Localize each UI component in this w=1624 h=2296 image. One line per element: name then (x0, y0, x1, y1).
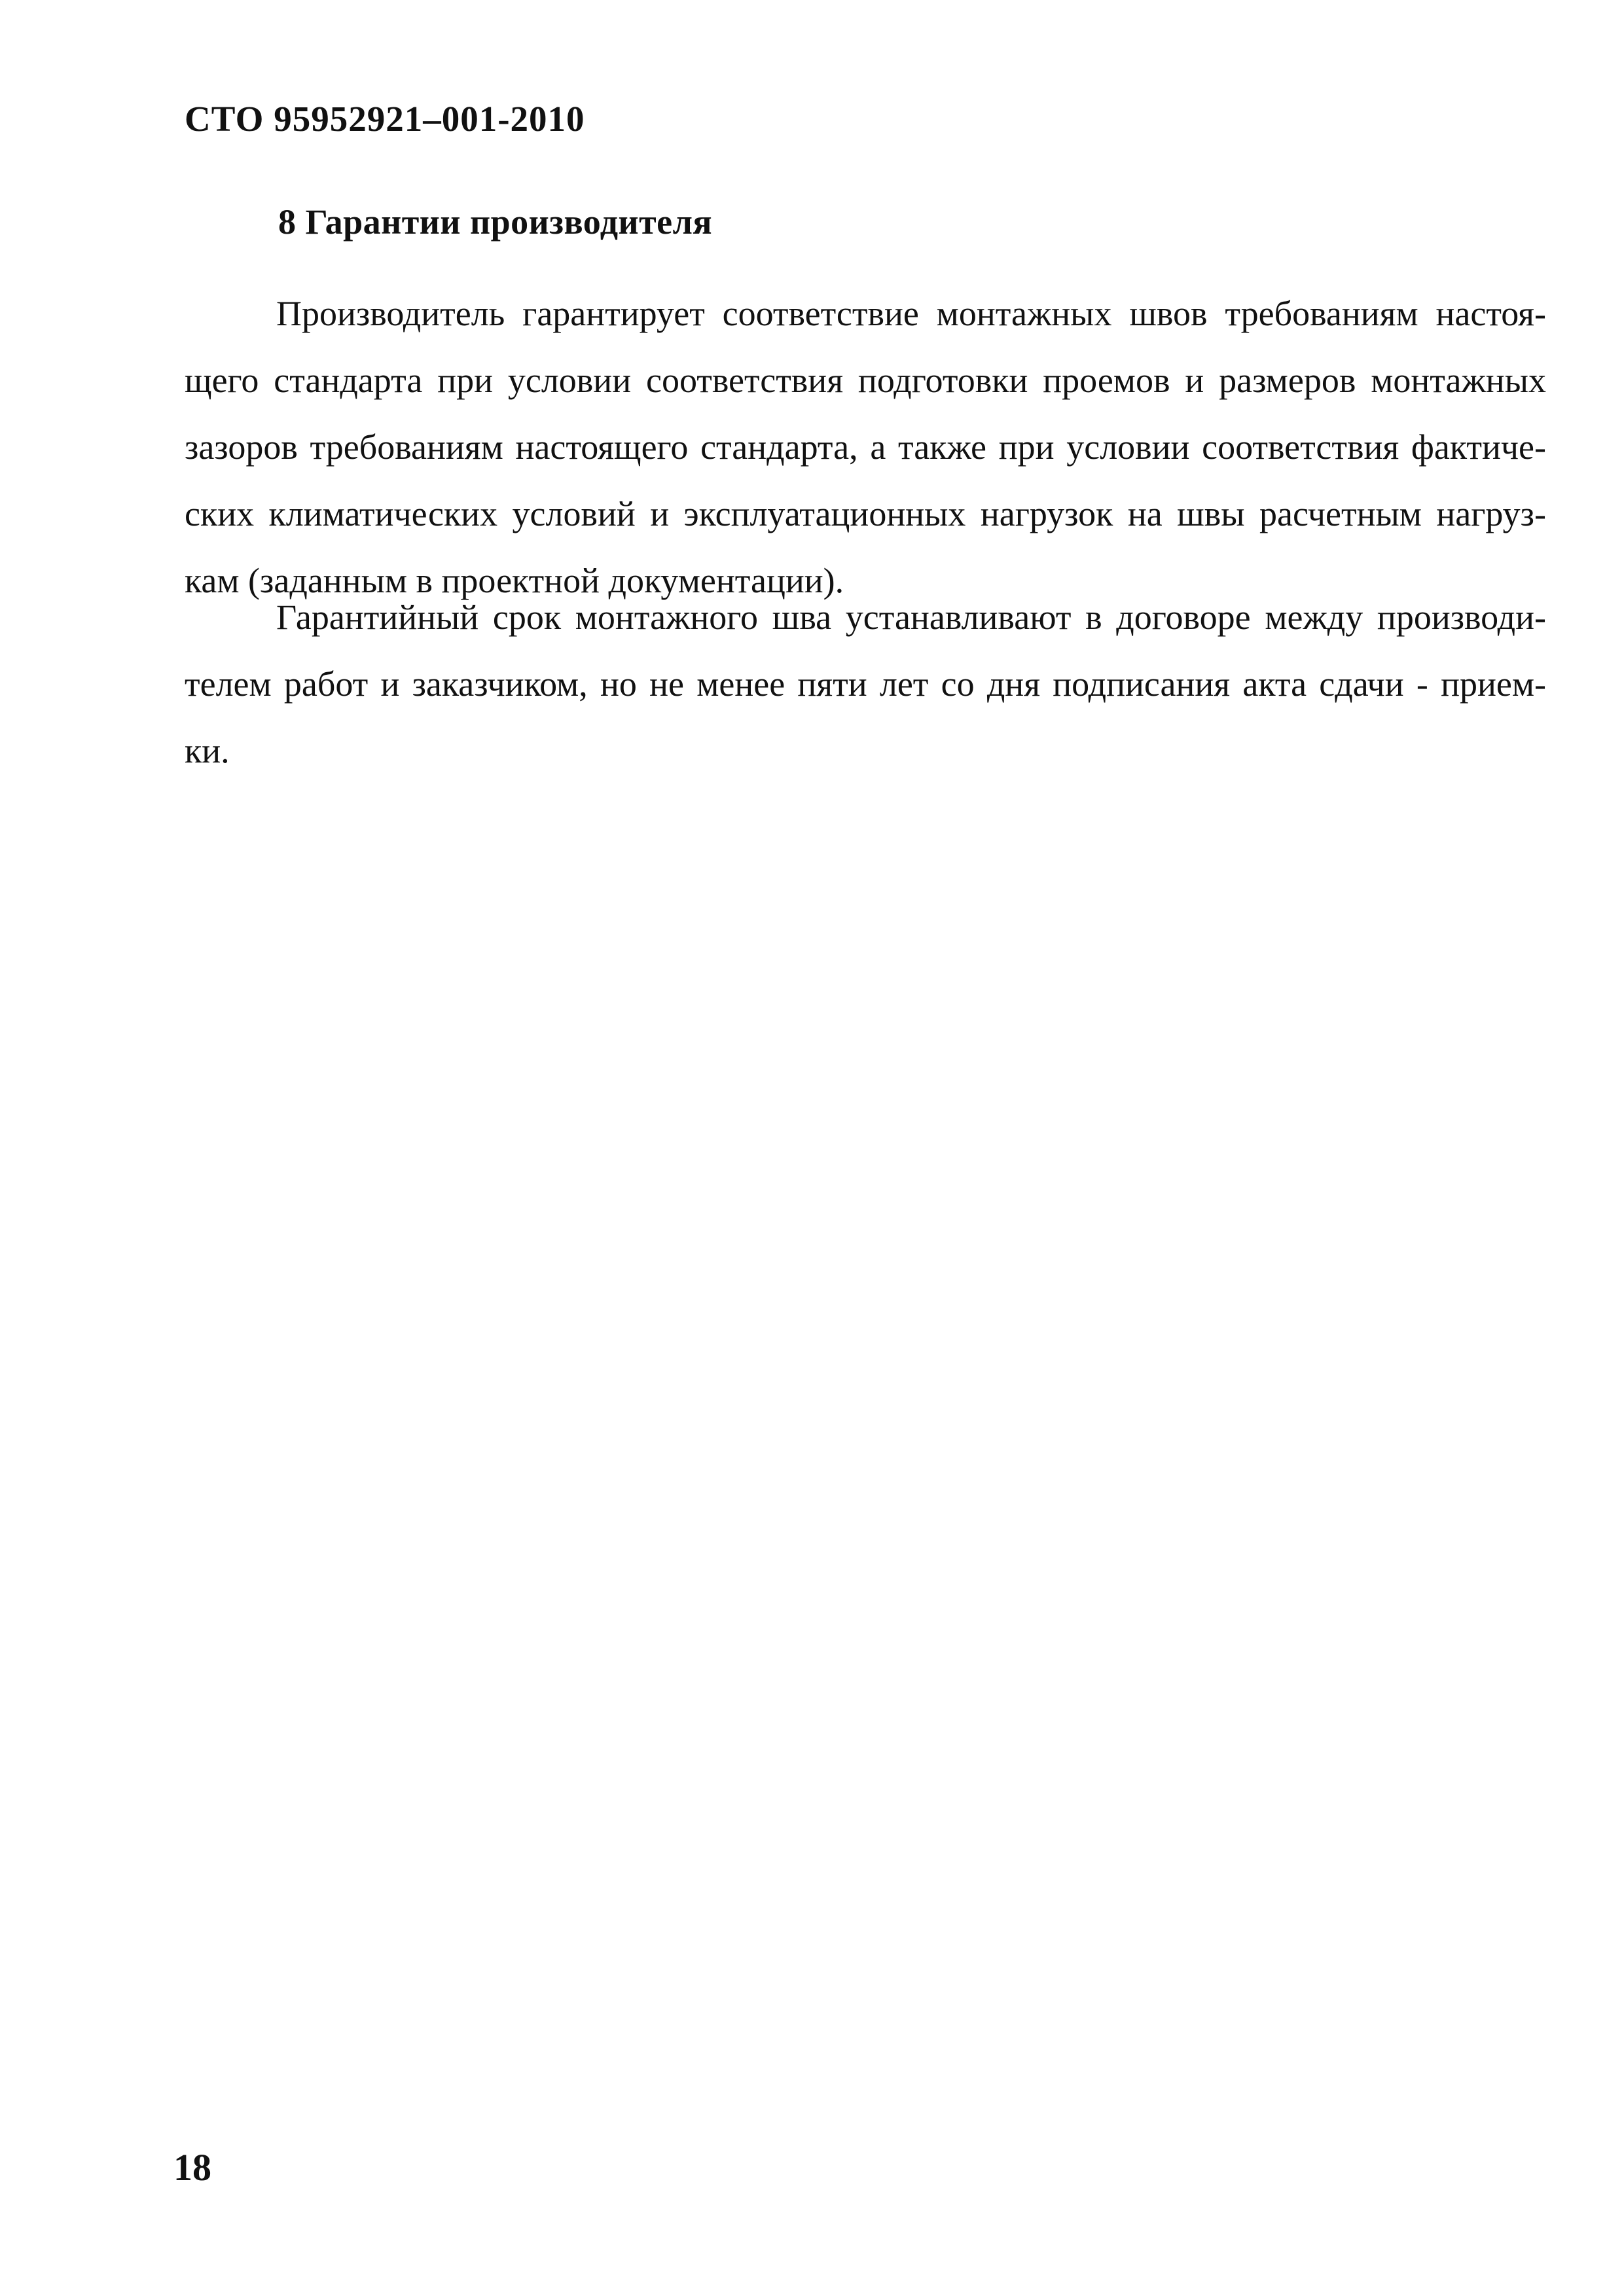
paragraph-line: Гарантийный срок монтажного шва устанавливают в договоре между производи- (276, 598, 1546, 637)
paragraph-line: щего стандарта при условии соответствия подготовки проемов и размеров монтажных (185, 361, 1546, 400)
paragraph-line: телем работ и заказчиком, но не менее пяти лет со дня подписания акта сдачи - прием- (185, 664, 1546, 704)
paragraph-warranty-period (185, 584, 1546, 784)
paragraph-line: ских климатических условий и эксплуатационных нагрузок на швы расчетным нагруз- (185, 494, 1546, 533)
paragraph-line: Производитель гарантирует соответствие монтажных швов требованиям настоя- (276, 294, 1546, 333)
paragraph-line: кам (заданным в проектной документации). (185, 561, 844, 600)
page-number: 18 (173, 2146, 211, 2189)
document-code: СТО 95952921–001-2010 (185, 99, 585, 139)
paragraph-line: ки. (185, 731, 230, 770)
paragraph-line: зазоров требованиям настоящего стандарта, а также при условии соответствия фактиче- (185, 427, 1546, 467)
section-heading: 8 Гарантии производителя (278, 202, 713, 242)
paragraph-warranty-compliance (185, 280, 1546, 614)
